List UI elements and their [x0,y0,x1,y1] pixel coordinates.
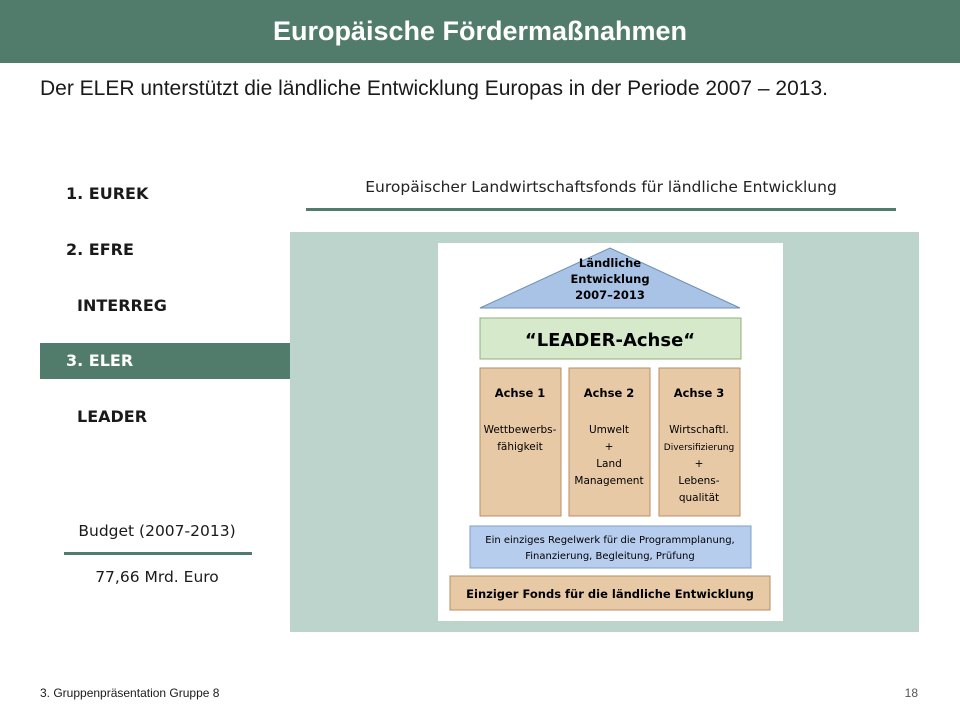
nav-item-eler[interactable]: 3. ELER [40,343,290,379]
budget-underline [64,552,252,555]
page-title: Europäische Fördermaßnahmen [272,16,688,46]
fund-title-underline [306,208,896,211]
nav-item-interreg[interactable]: INTERREG [77,296,167,315]
achse-2-title: Achse 2 [583,386,635,400]
achse-3-line-2: Diversifizierung [663,443,735,453]
roof-line-3: 2007–2013 [575,288,645,302]
page-number: 18 [904,686,918,700]
roof-line-2: Entwicklung [570,272,650,286]
diagram-canvas [438,243,783,621]
leader-label: “LEADER-Achse“ [524,330,696,351]
rules-line-2: Finanzierung, Begleitung, Prüfung [525,551,695,562]
eler-structure-diagram [438,243,783,621]
header-bar [0,0,960,63]
footer-presentation: 3. Gruppenpräsentation Gruppe 8 [40,686,220,700]
intro-text: Der ELER unterstützt die ländliche Entwicklung Europas in der Periode 2007 – 2013. [40,77,828,100]
fund-label: Einziger Fonds für die ländliche Entwicklung [466,587,754,601]
achse-3-line-1: Wirtschaftl. [669,424,729,436]
achse-2-line-4: Management [574,475,644,487]
nav-item-eurek[interactable]: 1. EUREK [66,184,149,203]
achse-2-line-1: Umwelt [589,424,629,436]
roof-line-1: Ländliche [578,256,642,270]
fund-title: Europäischer Landwirtschaftsfonds für ländliche Entwicklung [365,178,837,196]
budget-value: 77,66 Mrd. Euro [95,568,219,586]
achse-1-line-2: fähigkeit [497,441,543,453]
achse-3-line-5: qualität [678,492,720,504]
achse-2-line-2: + [604,441,614,453]
budget-label: Budget (2007-2013) [78,522,236,540]
rules-line-1: Ein einziges Regelwerk für die Programmplanung, [485,535,735,546]
nav-item-efre[interactable]: 2. EFRE [66,240,134,259]
achse-3-line-3: + [694,458,704,470]
nav-item-leader[interactable]: LEADER [77,407,148,426]
achse-3-line-4: Lebens- [678,475,720,487]
achse-3-title: Achse 3 [673,386,725,400]
achse-1-line-1: Wettbewerbs- [483,424,557,436]
achse-2-line-3: Land [596,458,622,470]
achse-1-title: Achse 1 [494,386,546,400]
